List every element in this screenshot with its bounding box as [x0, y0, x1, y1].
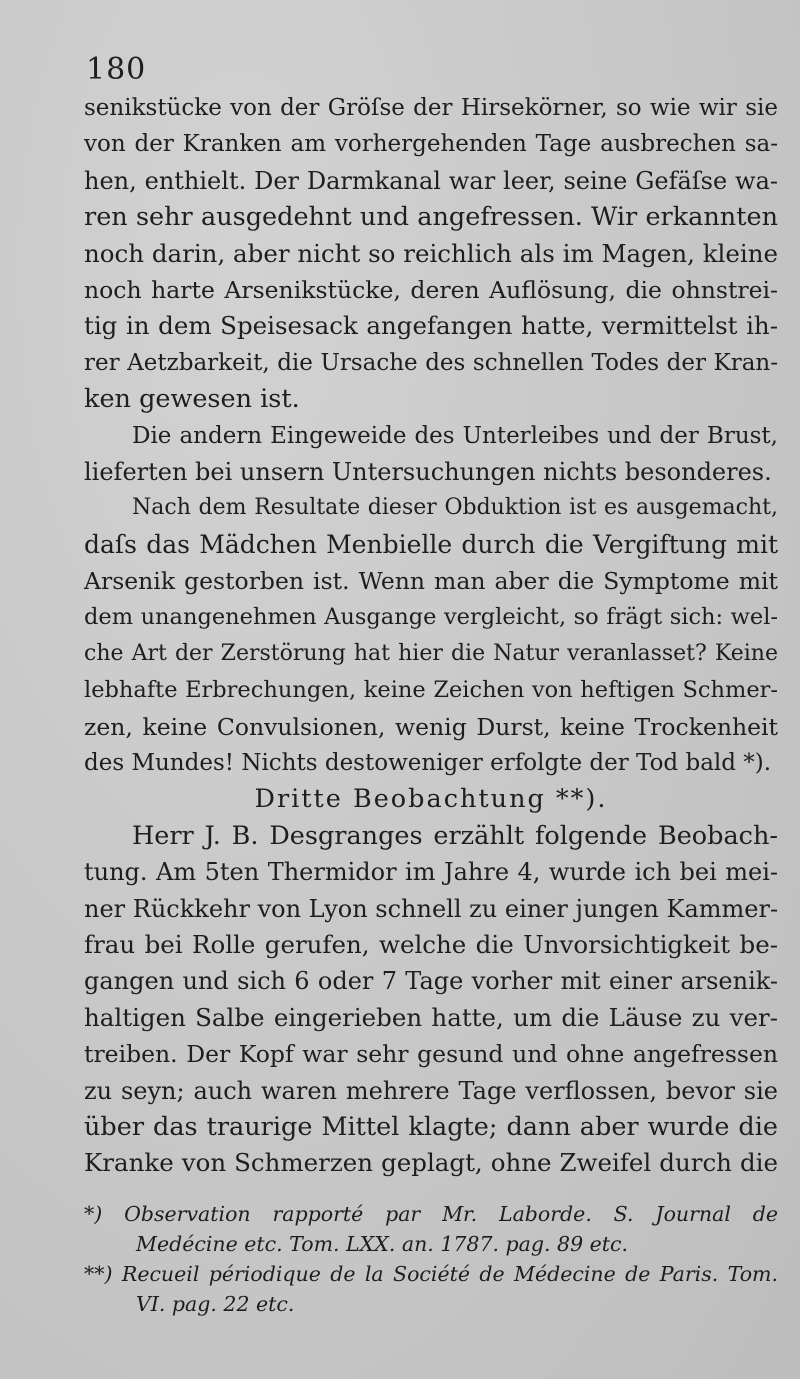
text-line: Arsenik gestorben ist. Wenn man aber die Symptome mit — [84, 567, 778, 596]
text-line: Herr J. B. Desgranges erzählt folgende Beobach- — [132, 820, 778, 851]
text-line: Die andern Eingeweide des Unterleibes und der Brust, — [132, 422, 778, 449]
footnotes — [84, 1199, 778, 1319]
text-line: haltigen Salbe eingerieben hatte, um die Läuse zu ver- — [84, 1002, 778, 1032]
text-line: noch harte Arsenikstücke, deren Auflösung, die ohnstrei- — [84, 275, 778, 304]
text-line: daſs das Mädchen Menbielle durch die Vergiftung mit — [84, 529, 778, 559]
text-line: ren sehr ausgedehnt und angefressen. Wir erkannten — [84, 202, 778, 233]
text-line: gangen und sich 6 oder 7 Tage vorher mit einer arsenik- — [84, 967, 778, 996]
text-line: frau bei Rolle gerufen, welche die Unvorsichtigkeit be- — [84, 929, 778, 959]
text-line: ken gewesen ist. — [84, 384, 300, 415]
text-line: des Mundes! Nichts destoweniger erfolgte der Tod bald *). — [84, 750, 772, 777]
text-line: senikstücke von der Gröſse der Hirsekörner, so wie wir sie — [84, 95, 778, 121]
text-line: tung. Am 5ten Thermidor im Jahre 4, wurde ich bei mei- — [84, 858, 778, 887]
body-text — [84, 90, 778, 1182]
text-line: über das traurige Mittel klagte; dann aber wurde die — [84, 1111, 778, 1142]
text-line: ner Rückkehr von Lyon schnell zu einer jungen Kammer- — [84, 894, 779, 923]
text-line: che Art der Zerstörung hat hier die Natur veranlasset? Keine — [84, 640, 778, 666]
footnote-line: Medécine etc. Tom. LXX. an. 1787. pag. 89 etc. — [136, 1232, 629, 1256]
section-heading: Dritte Beobachtung **). — [254, 784, 608, 815]
footnote-line: VI. pag. 22 etc. — [136, 1292, 295, 1316]
text-line: von der Kranken am vorhergehenden Tage ausbrechen sa- — [84, 131, 778, 158]
text-line: hen, enthielt. Der Darmkanal war leer, seine Gefäſse wa- — [84, 166, 778, 195]
text-line: dem unangenehmen Ausgange vergleicht, so frägt sich: wel- — [84, 604, 778, 631]
text-line: Kranke von Schmerzen geplagt, ohne Zweifel durch die — [84, 1148, 778, 1178]
text-line: lebhafte Erbrechungen, keine Zeichen von heftigen Schmer- — [84, 677, 778, 704]
page-number: 180 — [86, 52, 147, 87]
text-line: tig in dem Speisesack angefangen hatte, vermittelst ih- — [84, 311, 778, 341]
text-line: treiben. Der Kopf war sehr gesund und ohne angefressen — [84, 1040, 778, 1069]
footnote-line: *) Observation rapporté par Mr. Laborde. S. Journal de — [84, 1202, 778, 1226]
footnote-line: **) Recueil périodique de la Société de Médecine de Paris. Tom. — [84, 1262, 778, 1286]
text-line: noch darin, aber nicht so reichlich als im Magen, kleine — [84, 238, 778, 268]
text-line: zu seyn; auch waren mehrere Tage verflossen, bevor sie — [84, 1076, 778, 1105]
text-line: lieferten bei unsern Untersuchungen nichts besonderes. — [84, 457, 772, 486]
text-line: rer Aetzbarkeit, die Ursache des schnellen Todes der Kran- — [84, 349, 778, 376]
text-line: zen, keine Convulsionen, wenig Durst, keine Trockenheit — [84, 712, 778, 741]
text-line: Nach dem Resultate dieser Obduktion ist es ausgemacht, — [132, 495, 778, 521]
